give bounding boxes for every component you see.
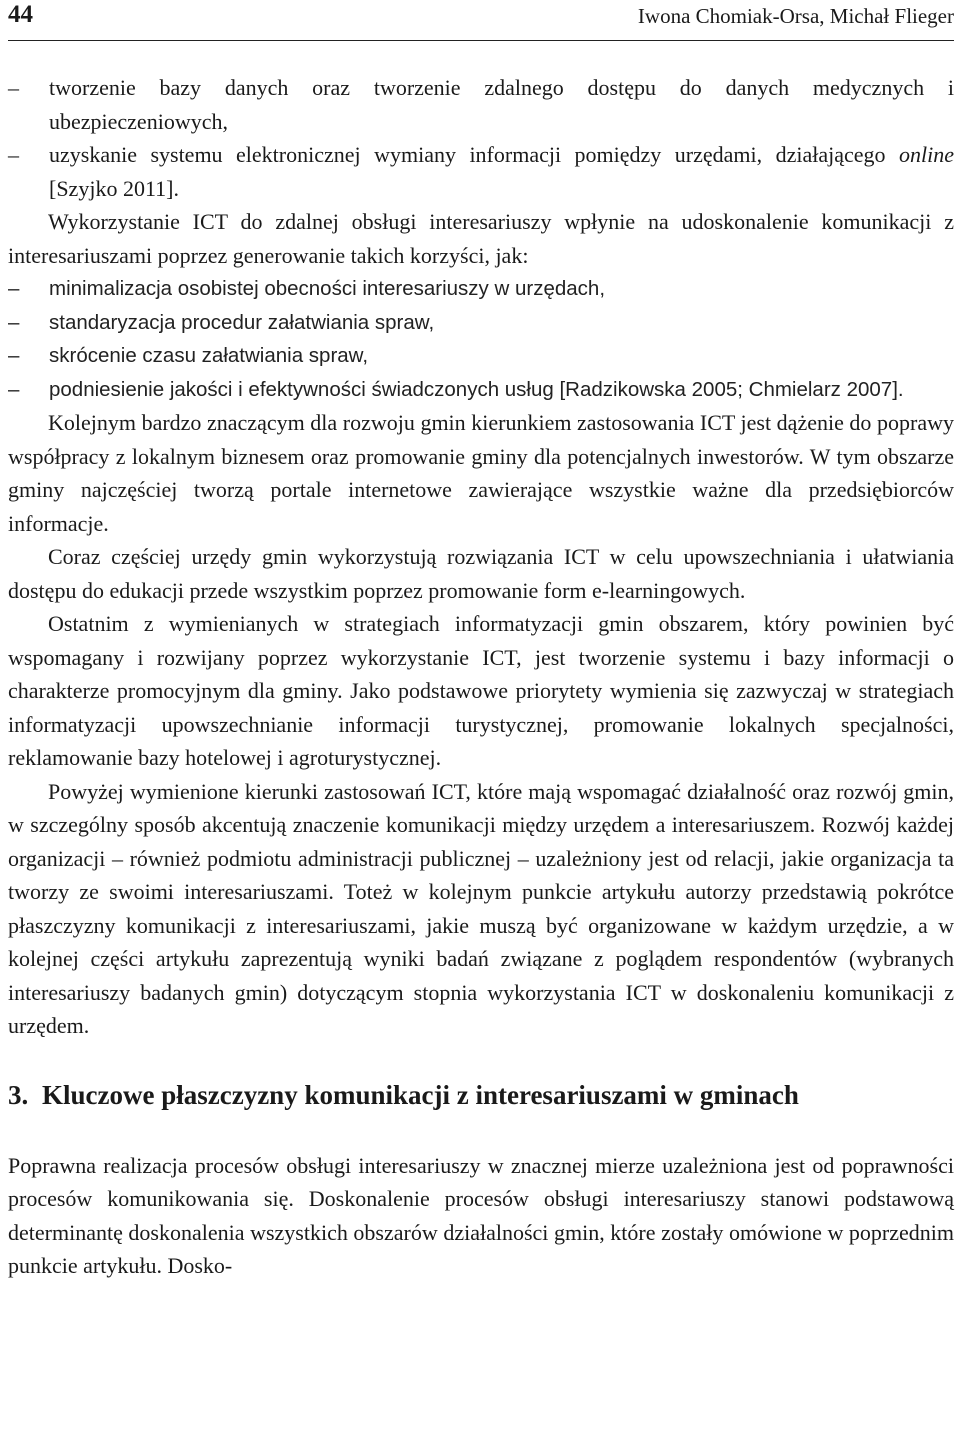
page [8,0,954,1283]
running-head: Iwona Chomiak-Orsa, Michał Flieger [637,4,954,28]
paragraph: Coraz częściej urzędy gmin wykorzystują rozwiązania ICT w celu upowszechniania i ułatwiania dostępu do edukacji przede wszystkim poprzez promowanie form e-learningowych. [8,544,954,603]
paragraph: Ostatnim z wymienianych w strategiach informatyzacji gmin obszarem, który powinien być wspomagany i rozwijany poprzez wykorzystanie ICT, jest tworzenie systemu i bazy informacji o charakterze promocyjnym dla gminy. Jako podstawowe priorytety wymienia się zazwyczaj w strategiach informatyzacji upowszechnianie informacji turystycznej, promowanie lokalnych specjalności, reklamowanie bazy hotelowej i agroturystycznej. [8,611,954,770]
paragraph: Poprawna realizacja procesów obsługi interesariuszy w znacznej mierze uzależniona jest od poprawności procesów komunikowania się. Doskonalenie procesów obsługi interesariuszy stanowi podstawową determinantę doskonalenia wszystkich obszarów działalności gmin, które zostały omówione w poprzednim punkcie artykułu. Dosko- [8,1152,954,1278]
page-number: 44 [8,1,33,28]
paragraph: Powyżej wymienione kierunki zastosowań ICT, które mają wspomagać działalność oraz rozwój gmin, w szczególny sposób akcentują znaczenie komunikacji między urzędem a interesariuszem. Rozwój każdej organizacji – również podmiotu administracji publicznej – uzależniony jest od relacji, jakie organizacja ta tworzy ze swoimi interesariuszami. Toteż w kolejnym punkcie artykułu autorzy przedstawią pokrótce płaszczyzny komunikacji z interesariuszami, jakie muszą być organizowane w każdym urzędzie, a w kolejnej części artykułu zaprezentują wyniki badań związane z poglądem respondentów (wybranych interesariuszy badanych gmin) dotyczącym stopnia wykorzystania ICT w doskonaleniu komunikacji z urzędem. [8,778,954,1038]
list-item: – minimalizacja osobistej obecności interesariuszy w urzędach, [8,272,954,306]
section-heading [8,1075,954,1115]
list-item: – uzyskanie systemu elektronicznej wymiany informacji pomiędzy urzędami, działającego online [Szyjko 2011]. [8,138,954,205]
article-body [8,41,954,1283]
section-title: Kluczowe płaszczyzny komunikacji z interesariuszami w gminach [42,1079,799,1110]
page-header [8,0,954,41]
paragraph: Kolejnym bardzo znaczącym dla rozwoju gmin kierunkiem zastosowania ICT jest dążenie do poprawy współpracy z lokalnym biznesem oraz promowanie gminy dla potencjalnych inwestorów. W tym obszarze gminy najczęściej tworzą portale internetowe zawierające wszystkie ważne dla przedsiębiorców informacje. [8,410,954,536]
list-item: – skrócenie czasu załatwiania spraw, [8,339,954,373]
italic-term: online [899,142,955,167]
list-item: – tworzenie bazy danych oraz tworzenie zdalnego dostępu do danych medycznych i ubezpieczeniowych, [8,71,954,138]
list-item: – standaryzacja procedur załatwiania spraw, [8,306,954,340]
paragraph: Wykorzystanie ICT do zdalnej obsługi interesariuszy wpłynie na udoskonalenie komunikacji z interesariuszami poprzez generowanie takich korzyści, jak: [8,209,954,268]
bullet-list-2 [8,272,954,406]
section-number: 3. [8,1079,29,1110]
bullet-list-1 [8,71,954,205]
list-item: – podniesienie jakości i efektywności świadczonych usług [Radzikowska 2005; Chmielarz 2007]. [8,373,954,407]
